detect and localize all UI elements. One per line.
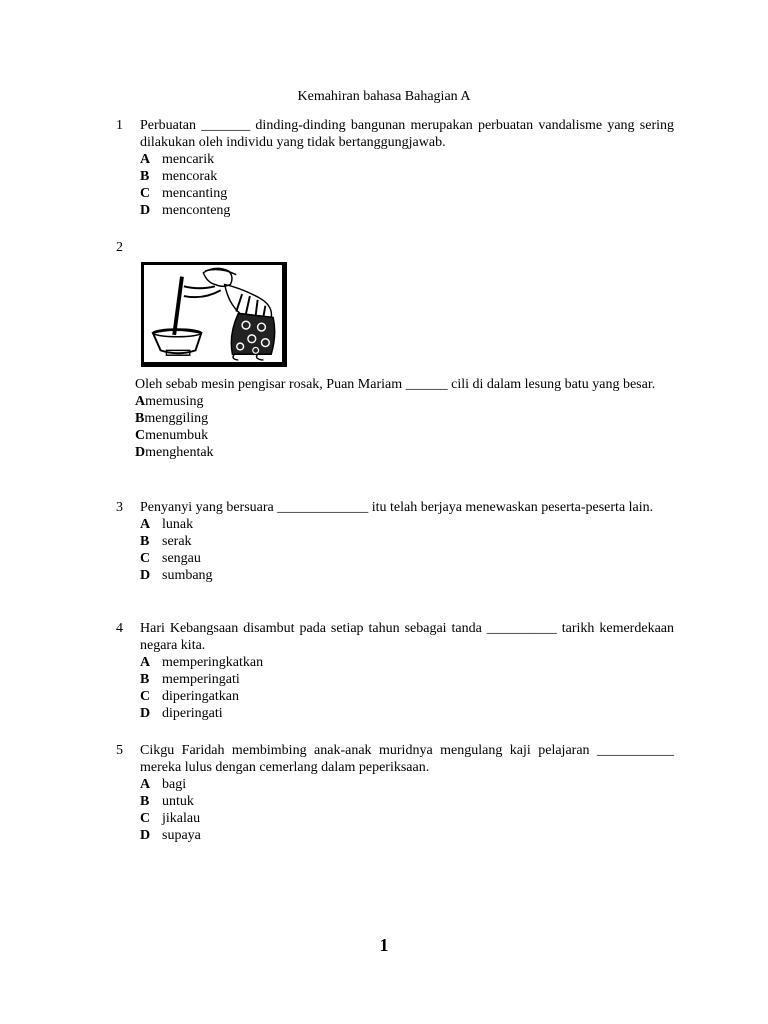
option-d[interactable]: D sumbang [140, 568, 213, 583]
option-a[interactable]: A bagi [140, 777, 187, 792]
options-list [140, 516, 674, 584]
option-b[interactable]: B serak [140, 534, 192, 549]
question-number: 3 [116, 500, 123, 515]
option-b[interactable]: B mencorak [140, 169, 218, 184]
question-1 [116, 117, 674, 219]
options-list [140, 776, 674, 844]
question-5 [116, 742, 674, 844]
question-stem: Penyanyi yang bersuara _____________ itu telah berjaya menewaskan peserta-peserta lain. [140, 500, 654, 515]
option-a[interactable]: A memperingkatkan [140, 655, 264, 670]
question-4 [116, 620, 674, 722]
question-number: 2 [116, 240, 123, 255]
page-title: Kemahiran bahasa Bahagian A [297, 89, 471, 104]
question-stem: Cikgu Faridah membimbing anak-anak muridnya mengulang kaji pelajaran ___________ mereka lulus dengan cemerlang dalam peperiksaan. [140, 743, 674, 775]
question-stem: Perbuatan _______ dinding-dinding bangunan merupakan perbuatan vandalisme yang sering dilakukan oleh individu yang tidak bertanggungjawab. [140, 118, 674, 150]
question-3 [116, 499, 674, 584]
option-b[interactable]: B untuk [140, 794, 194, 809]
question-number: 5 [116, 743, 123, 758]
option-b[interactable]: Bmenggiling [135, 411, 209, 426]
option-c[interactable]: C mencanting [140, 186, 228, 201]
option-d[interactable]: Dmenghentak [135, 445, 214, 460]
option-b[interactable]: B memperingati [140, 672, 240, 687]
option-d[interactable]: D supaya [140, 828, 201, 843]
option-a[interactable]: A mencarik [140, 152, 215, 167]
options-list [140, 654, 674, 722]
question-stem: Oleh sebab mesin pengisar rosak, Puan Mariam ______ cili di dalam lesung batu yang besar. [135, 377, 656, 392]
options-list [140, 151, 674, 219]
option-a[interactable]: A lunak [140, 517, 194, 532]
woman-pounding-mortar-image [144, 265, 282, 362]
option-c[interactable]: Cmenumbuk [135, 428, 209, 443]
question-stem: Hari Kebangsaan disambut pada setiap tahun sebagai tanda __________ tarikh kemerdekaan negara kita. [140, 621, 674, 653]
options-list [135, 393, 675, 461]
question-number: 4 [116, 621, 123, 636]
option-d[interactable]: D menconteng [140, 203, 231, 218]
question-illustration [141, 262, 287, 367]
option-d[interactable]: D diperingati [140, 706, 223, 721]
question-number: 1 [116, 118, 123, 133]
option-a[interactable]: Amemusing [135, 394, 204, 409]
option-c[interactable]: C sengau [140, 551, 201, 566]
question-2-body [135, 376, 675, 461]
page-number: 1 [379, 935, 389, 955]
option-c[interactable]: C jikalau [140, 811, 201, 826]
option-c[interactable]: C diperingatkan [140, 689, 239, 704]
